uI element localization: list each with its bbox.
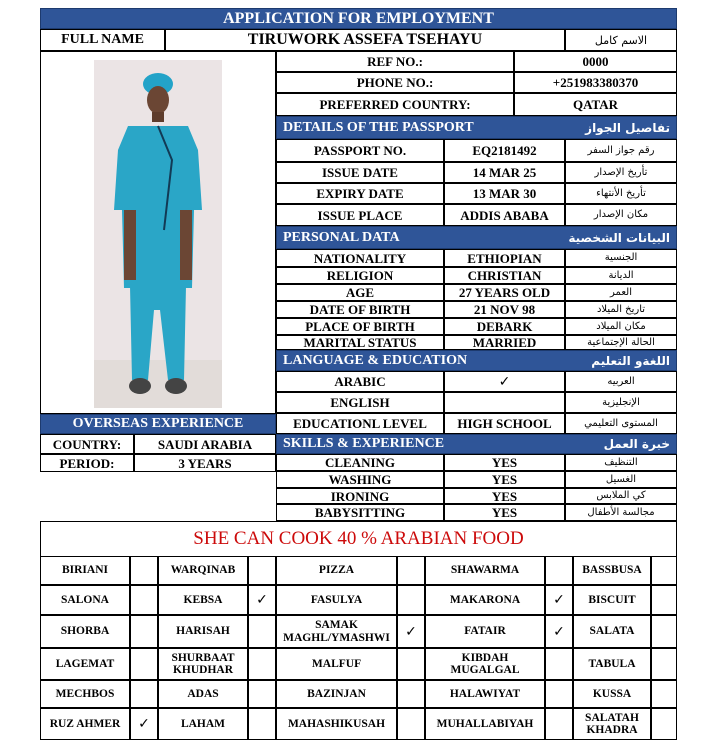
issue-place-ar: مكان الإصدار — [565, 204, 677, 226]
food-name: HARISAH — [158, 615, 248, 648]
passport-no-ar: رقم جواز السفر — [565, 139, 677, 162]
marital-ar: الحالة الإجتماعية — [565, 335, 677, 350]
food-grid — [40, 556, 677, 740]
ref-no-label: REF NO.: — [276, 51, 514, 72]
food-name: SALONA — [40, 585, 130, 615]
english-ar: الإنجليزية — [565, 392, 677, 413]
food-mark — [651, 556, 677, 585]
food-name: MUHALLABIYAH — [425, 708, 545, 740]
food-mark — [397, 708, 425, 740]
skill-babysitting-value: YES — [444, 504, 565, 521]
food-name: MECHBOS — [40, 680, 130, 708]
personal-heading-ar: البيانات الشخصية — [568, 230, 670, 245]
full-name-label: FULL NAME — [40, 29, 165, 51]
food-name: KUSSA — [573, 680, 651, 708]
issue-place-value: ADDIS ABABA — [444, 204, 565, 226]
preferred-country-label: PREFERRED COUNTRY: — [276, 93, 514, 116]
food-mark — [397, 648, 425, 680]
food-name: BIRIANI — [40, 556, 130, 585]
food-name: KIBDAH MUGALGAL — [425, 648, 545, 680]
food-check-icon: ✓ — [130, 708, 158, 740]
food-mark — [248, 680, 276, 708]
food-name: BASSBUSA — [573, 556, 651, 585]
food-check-icon: ✓ — [545, 585, 573, 615]
pob-ar: مكان الميلاد — [565, 318, 677, 335]
full-name-value: TIRUWORK ASSEFA TSEHAYU — [165, 29, 565, 51]
food-name: KEBSA — [158, 585, 248, 615]
food-name: FATAIR — [425, 615, 545, 648]
skill-washing-value: YES — [444, 471, 565, 488]
overseas-heading: OVERSEAS EXPERIENCE — [40, 414, 276, 434]
food-mark — [397, 585, 425, 615]
preferred-country-value: QATAR — [514, 93, 677, 116]
language-heading-ar: اللغةو التعليم — [591, 353, 670, 368]
food-mark — [130, 615, 158, 648]
food-name: BISCUIT — [573, 585, 651, 615]
skill-ironing-label: IRONING — [276, 488, 444, 504]
food-mark — [130, 648, 158, 680]
age-value: 27 YEARS OLD — [444, 284, 565, 301]
personal-heading — [276, 226, 677, 249]
skill-cleaning-ar: التنظيف — [565, 454, 677, 471]
food-name: SHORBA — [40, 615, 130, 648]
skills-heading-text: SKILLS & EXPERIENCE — [283, 436, 445, 451]
food-mark — [130, 680, 158, 708]
food-name: FASULYA — [276, 585, 397, 615]
applicant-figure-icon — [94, 60, 222, 408]
cooking-heading: SHE CAN COOK 40 % ARABIAN FOOD — [193, 528, 524, 549]
applicant-photo — [94, 60, 222, 408]
phone-label: PHONE NO.: — [276, 72, 514, 93]
personal-heading-text: PERSONAL DATA — [283, 229, 400, 245]
overseas-period-value: 3 YEARS — [134, 454, 276, 472]
food-name: TABULA — [573, 648, 651, 680]
skill-babysitting-ar: مجالسة الأطفال — [565, 504, 677, 521]
dob-value: 21 NOV 98 — [444, 301, 565, 318]
arabic-ar: العربيه — [565, 371, 677, 392]
food-name: SALATAH KHADRA — [573, 708, 651, 740]
skill-cleaning-value: YES — [444, 454, 565, 471]
food-mark — [651, 648, 677, 680]
overseas-country-value: SAUDI ARABIA — [134, 434, 276, 454]
food-check-icon: ✓ — [397, 615, 425, 648]
skills-heading — [276, 434, 677, 454]
food-name: SHURBAAT KHUDHAR — [158, 648, 248, 680]
pob-label: PLACE OF BIRTH — [276, 318, 444, 335]
passport-no-label: PASSPORT NO. — [276, 139, 444, 162]
food-name: SHAWARMA — [425, 556, 545, 585]
pob-value: DEBARK — [444, 318, 565, 335]
food-name: MALFUF — [276, 648, 397, 680]
marital-label: MARITAL STATUS — [276, 335, 444, 350]
food-mark — [130, 585, 158, 615]
issue-date-value: 14 MAR 25 — [444, 162, 565, 183]
skill-ironing-value: YES — [444, 488, 565, 504]
skill-babysitting-label: BABYSITTING — [276, 504, 444, 521]
issue-date-ar: تأريخ الإصدار — [565, 162, 677, 183]
language-heading — [276, 350, 677, 371]
food-name: PIZZA — [276, 556, 397, 585]
marital-value: MARRIED — [444, 335, 565, 350]
issue-date-label: ISSUE DATE — [276, 162, 444, 183]
skill-ironing-ar: كي الملابس — [565, 488, 677, 504]
food-mark — [545, 708, 573, 740]
education-value: HIGH SCHOOL — [444, 413, 565, 434]
english-check — [444, 392, 565, 413]
food-name: SAMAK MAGHL/YMASHWI — [276, 615, 397, 648]
passport-heading — [276, 116, 677, 139]
nationality-value: ETHIOPIAN — [444, 249, 565, 267]
food-mark — [130, 556, 158, 585]
food-check-icon: ✓ — [248, 585, 276, 615]
food-name: WARQINAB — [158, 556, 248, 585]
food-mark — [651, 615, 677, 648]
education-label: EDUCATIONL LEVEL — [276, 413, 444, 434]
overseas-country-label: COUNTRY: — [40, 434, 134, 454]
food-mark — [545, 556, 573, 585]
food-name: HALAWIYAT — [425, 680, 545, 708]
passport-no-value: EQ2181492 — [444, 139, 565, 162]
expiry-date-value: 13 MAR 30 — [444, 183, 565, 204]
food-name: RUZ AHMER — [40, 708, 130, 740]
food-mark — [248, 556, 276, 585]
nationality-label: NATIONALITY — [276, 249, 444, 267]
food-name: MAKARONA — [425, 585, 545, 615]
expiry-date-ar: تأريخ الأنتهاء — [565, 183, 677, 204]
arabic-check-icon: ✓ — [444, 371, 565, 392]
age-label: AGE — [276, 284, 444, 301]
food-mark — [651, 585, 677, 615]
dob-label: DATE OF BIRTH — [276, 301, 444, 318]
education-ar: المستوى التعليمي — [565, 413, 677, 434]
food-name: LAHAM — [158, 708, 248, 740]
skill-washing-ar: الغسيل — [565, 471, 677, 488]
full-name-label-ar: الاسم كامل — [565, 29, 677, 51]
food-mark — [397, 680, 425, 708]
food-mark — [545, 680, 573, 708]
skill-cleaning-label: CLEANING — [276, 454, 444, 471]
ref-no-value: 0000 — [514, 51, 677, 72]
food-mark — [248, 708, 276, 740]
dob-ar: تاريخ الميلاد — [565, 301, 677, 318]
food-mark — [545, 648, 573, 680]
food-mark — [248, 615, 276, 648]
food-name: BAZINJAN — [276, 680, 397, 708]
language-heading-text: LANGUAGE & EDUCATION — [283, 352, 468, 368]
religion-ar: الديانة — [565, 267, 677, 284]
food-mark — [397, 556, 425, 585]
expiry-date-label: EXPIRY DATE — [276, 183, 444, 204]
food-mark — [248, 648, 276, 680]
issue-place-label: ISSUE PLACE — [276, 204, 444, 226]
skill-washing-label: WASHING — [276, 471, 444, 488]
religion-label: RELIGION — [276, 267, 444, 284]
food-mark — [651, 680, 677, 708]
food-name: MAHASHIKUSAH — [276, 708, 397, 740]
page-title: APPLICATION FOR EMPLOYMENT — [40, 8, 677, 29]
passport-heading-ar: تفاصيل الجواز — [585, 120, 670, 135]
food-check-icon: ✓ — [545, 615, 573, 648]
food-name: ADAS — [158, 680, 248, 708]
food-name: SALATA — [573, 615, 651, 648]
overseas-period-label: PERIOD: — [40, 454, 134, 472]
skills-heading-ar: خبرة العمل — [603, 437, 670, 451]
arabic-label: ARABIC — [276, 371, 444, 392]
english-label: ENGLISH — [276, 392, 444, 413]
nationality-ar: الجنسية — [565, 249, 677, 267]
age-ar: العمر — [565, 284, 677, 301]
food-mark — [651, 708, 677, 740]
phone-value: +251983380370 — [514, 72, 677, 93]
food-name: LAGEMAT — [40, 648, 130, 680]
passport-heading-text: DETAILS OF THE PASSPORT — [283, 119, 474, 135]
religion-value: CHRISTIAN — [444, 267, 565, 284]
